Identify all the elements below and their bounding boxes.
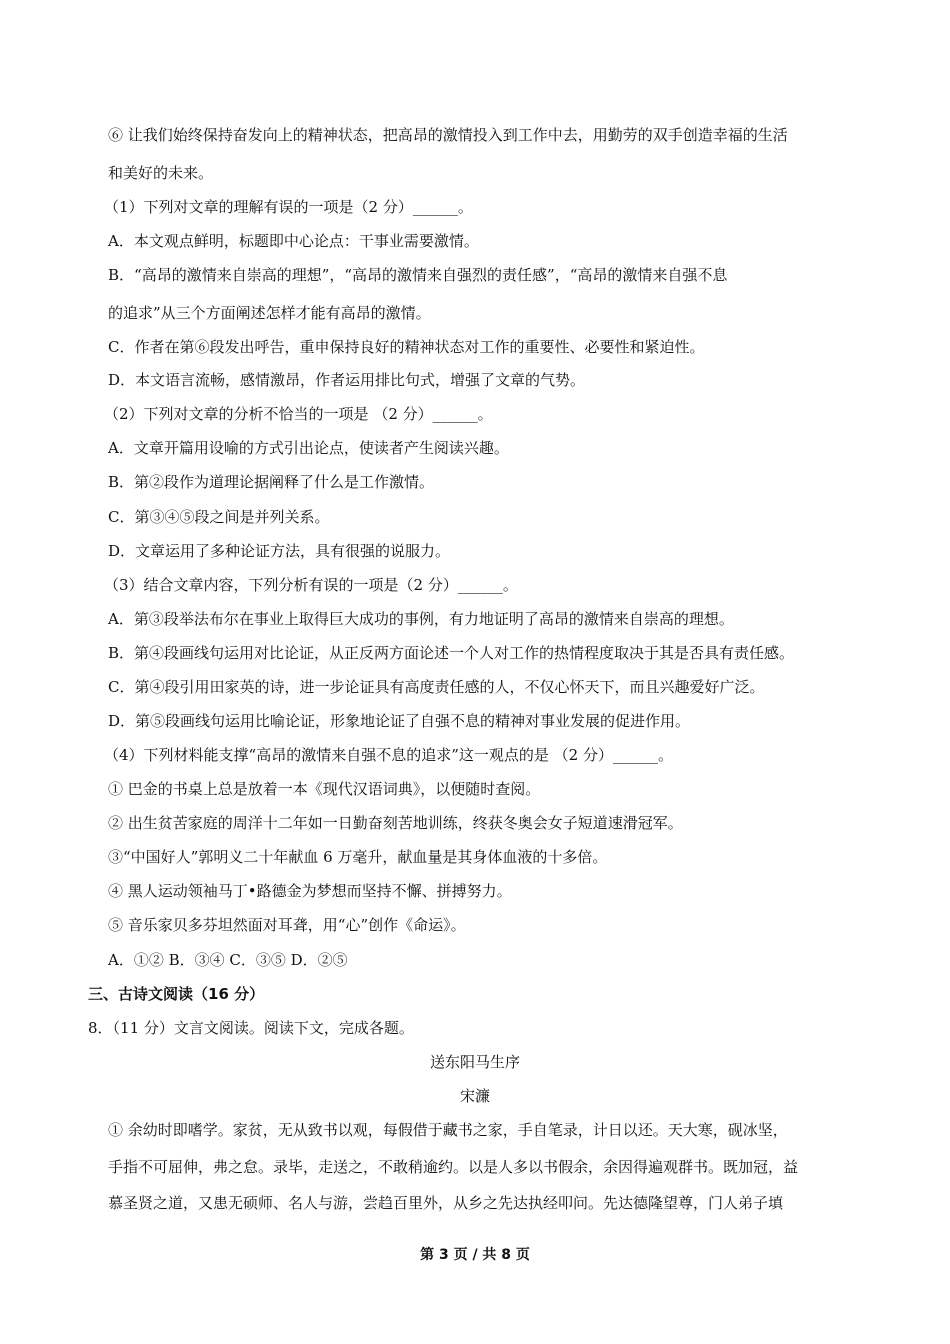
question-2-option-c: C．第③④⑤段之间是并列关系。 bbox=[108, 508, 330, 526]
classical-paragraph-1-line-2: 手指不可屈伸，弗之怠。录毕，走送之，不敢稍逾约。以是人多以书假余，余因得遍观群书。既加冠，益 bbox=[108, 1158, 799, 1176]
classical-paragraph-1-line-1: ① 余幼时即嗜学。家贫，无从致书以观，每假借于藏书之家，手自笔录，计日以还。天大寒，砚冰坚， bbox=[108, 1121, 788, 1139]
question-4-material-5: ⑤ 音乐家贝多芬坦然面对耳聋，用“心”创作《命运》。 bbox=[108, 916, 466, 934]
question-2-stem: （2）下列对文章的分析不恰当的一项是 （2 分）______。 bbox=[104, 405, 493, 423]
question-8-stem: 8．（11 分）文言文阅读。阅读下文，完成各题。 bbox=[88, 1019, 414, 1037]
question-1-option-b-line-2: 的追求”从三个方面阐述怎样才能有高昂的激情。 bbox=[108, 304, 431, 322]
page-number-footer: 第 3 页 / 共 8 页 bbox=[420, 1247, 530, 1263]
question-3-stem: （3）结合文章内容，下列分析有误的一项是（2 分）______。 bbox=[104, 576, 518, 594]
question-3-option-b: B．第④段画线句运用对比论证，从正反两方面论述一个人对工作的热情程度取决于其是否具有责任感。 bbox=[108, 644, 795, 662]
question-3-option-c: C．第④段引用田家英的诗，进一步论证具有高度责任感的人，不仅心怀天下，而且兴趣爱好广泛。 bbox=[108, 678, 765, 696]
question-2-option-d: D．文章运用了多种论证方法，具有很强的说服力。 bbox=[108, 542, 451, 560]
question-4-material-1: ① 巴金的书桌上总是放着一本《现代汉语词典》，以便随时查阅。 bbox=[108, 780, 541, 798]
question-4-options: A．①② B．③④ C．③⑤ D．②⑤ bbox=[108, 951, 348, 969]
question-1-stem: （1）下列对文章的理解有误的一项是（2 分）______。 bbox=[104, 198, 473, 216]
question-3-option-d: D．第⑤段画线句运用比喻论证，形象地论证了自强不息的精神对事业发展的促进作用。 bbox=[108, 712, 691, 730]
question-4-material-4: ④ 黑人运动领袖马丁•路德金为梦想而坚持不懈、拼搏努力。 bbox=[108, 882, 512, 900]
classical-text-title: 送东阳马生序 bbox=[429, 1053, 520, 1071]
question-1-option-d: D．本文语言流畅，感情激昂，作者运用排比句式，增强了文章的气势。 bbox=[108, 371, 586, 389]
question-1-option-c: C．作者在第⑥段发出呼告，重申保持良好的精神状态对工作的重要性、必要性和紧迫性。 bbox=[108, 338, 705, 356]
question-4-material-2: ② 出生贫苦家庭的周洋十二年如一日勤奋刻苦地训练，终获冬奥会女子短道速滑冠军。 bbox=[108, 814, 683, 832]
passage-paragraph-6-line-1: ⑥ 让我们始终保持奋发向上的精神状态，把高昂的激情投入到工作中去，用勤劳的双手创造幸福的生活 bbox=[108, 126, 788, 144]
question-4-stem: （4）下列材料能支撑“高昂的激情来自强不息的追求”这一观点的是 （2 分）______。 bbox=[104, 746, 673, 764]
question-2-option-a: A．文章开篇用设喻的方式引出论点，使读者产生阅读兴趣。 bbox=[108, 439, 509, 457]
section-3-heading: 三、古诗文阅读（16 分） bbox=[88, 985, 265, 1003]
question-2-option-b: B．第②段作为道理论据阐释了什么是工作激情。 bbox=[108, 473, 435, 491]
classical-text-author: 宋濂 bbox=[459, 1087, 490, 1105]
classical-paragraph-1-line-3: 慕圣贤之道，又患无硕师、名人与游，尝趋百里外，从乡之先达执经叩问。先达德隆望尊，门人弟子填 bbox=[108, 1194, 784, 1212]
question-3-option-a: A．第③段举法布尔在事业上取得巨大成功的事例，有力地证明了高昂的激情来自崇高的理想。 bbox=[108, 610, 734, 628]
question-1-option-b-line-1: B．“高昂的激情来自崇高的理想”，“高昂的激情来自强烈的责任感”，“高昂的激情来自强不息 bbox=[108, 266, 728, 284]
passage-paragraph-6-line-2: 和美好的未来。 bbox=[108, 164, 214, 182]
question-4-material-3: ③“中国好人”郭明义二十年献血 6 万毫升，献血量是其身体血液的十多倍。 bbox=[108, 848, 608, 866]
question-1-option-a: A．本文观点鲜明，标题即中心论点：干事业需要激情。 bbox=[108, 232, 479, 250]
